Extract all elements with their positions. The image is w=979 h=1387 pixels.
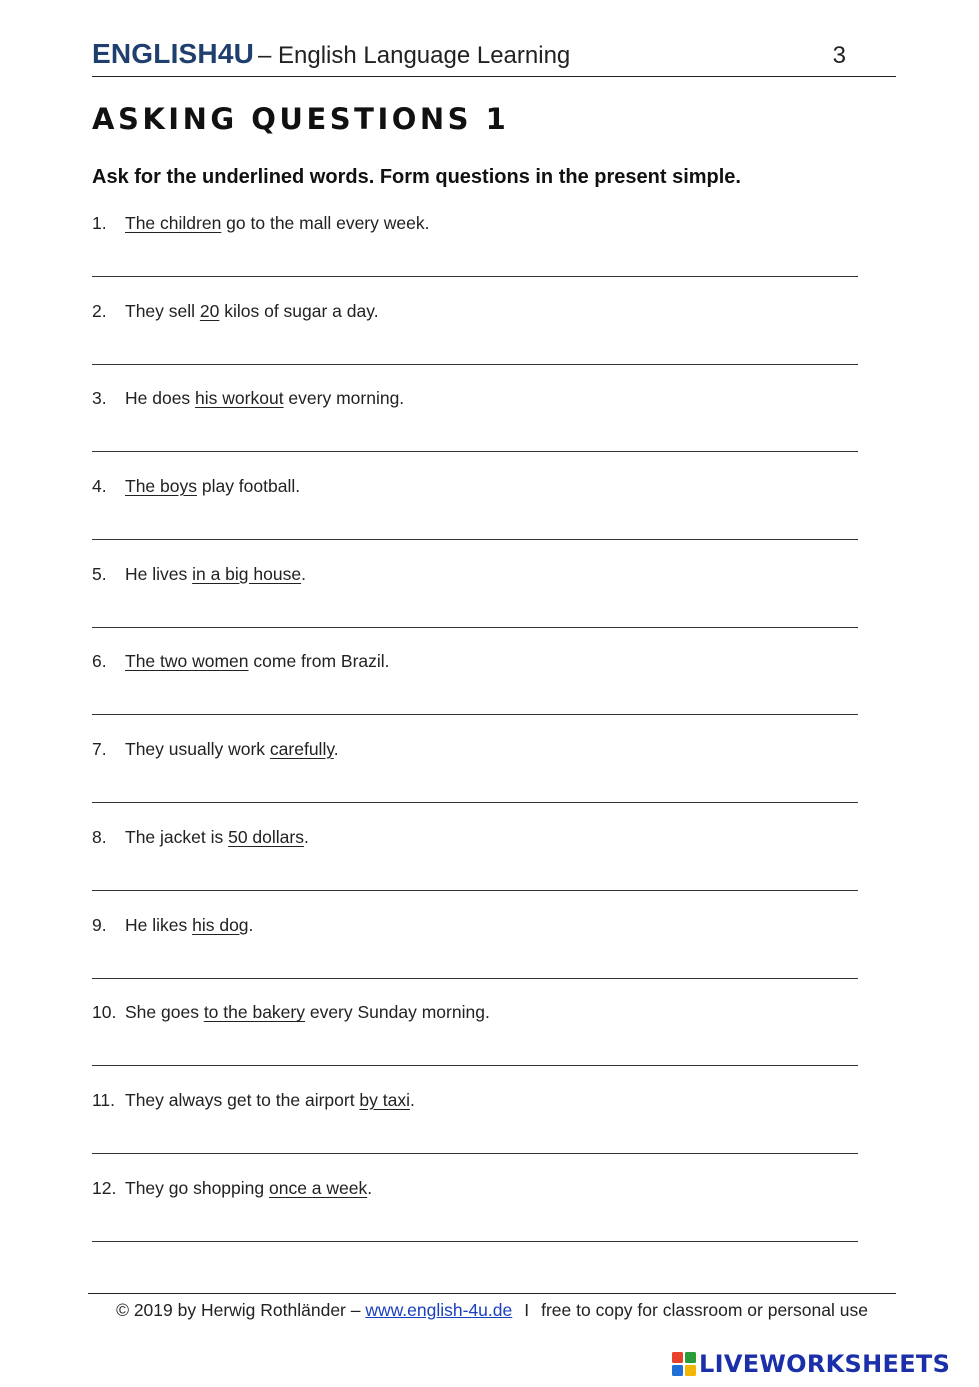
- question-sentence: [92, 1090, 415, 1111]
- sentence-after: .: [304, 826, 309, 847]
- answer-line[interactable]: [92, 1241, 858, 1242]
- sentence-before: They always get to the airport: [125, 1089, 360, 1110]
- question-number: 1.: [92, 213, 107, 233]
- question-sentence: [92, 564, 306, 585]
- answer-line[interactable]: [92, 627, 858, 628]
- question-item: [92, 1090, 858, 1178]
- question-sentence: [92, 388, 404, 409]
- underlined-words: his workout: [195, 388, 284, 409]
- question-sentence: [92, 739, 339, 760]
- underlined-words: 50 dollars: [228, 826, 304, 847]
- sentence-after: come from Brazil.: [248, 651, 390, 672]
- question-sentence: [92, 1002, 490, 1023]
- sentence-after: play football.: [196, 476, 301, 497]
- question-sentence: [92, 1178, 372, 1199]
- sentence-after: kilos of sugar a day.: [219, 300, 379, 321]
- watermark-text: LIVEWORKSHEETS: [699, 1350, 951, 1378]
- question-number: 2.: [92, 300, 107, 321]
- sentence-before: They usually work: [125, 739, 270, 760]
- question-sentence: [92, 213, 429, 234]
- question-number: 10.: [92, 1002, 117, 1023]
- underlined-words: The boys: [125, 476, 197, 497]
- question-item: [92, 827, 858, 915]
- sentence-before: He lives: [125, 563, 193, 584]
- copyright-text: © 2019 by Herwig Rothländer –: [116, 1300, 366, 1320]
- question-number: 3.: [92, 388, 107, 409]
- page-number: 3: [832, 42, 846, 69]
- page-footer: [88, 1293, 896, 1321]
- question-number: 7.: [92, 739, 107, 760]
- question-sentence: [92, 301, 379, 322]
- page-header: [92, 38, 896, 77]
- question-item: [92, 1002, 858, 1090]
- underlined-words: his dog: [192, 914, 249, 935]
- question-item: [92, 301, 858, 389]
- sentence-before: She goes: [125, 1002, 204, 1023]
- underlined-words: The children: [125, 213, 222, 233]
- question-sentence: [92, 827, 309, 848]
- question-sentence: [92, 651, 390, 672]
- liveworksheets-logo-icon: [672, 1352, 696, 1376]
- question-number: 11.: [92, 1089, 116, 1110]
- sentence-after: every Sunday morning.: [304, 1002, 490, 1023]
- answer-line[interactable]: [92, 451, 858, 452]
- answer-line[interactable]: [92, 890, 858, 891]
- brand-subtitle: – English Language Learning: [258, 42, 571, 69]
- sentence-after: go to the mall every week.: [221, 213, 430, 233]
- worksheet-title: ASKING QUESTIONS 1: [92, 102, 510, 136]
- answer-line[interactable]: [92, 1153, 858, 1154]
- sentence-after: every morning.: [283, 388, 405, 409]
- question-number: 4.: [92, 476, 107, 497]
- underlined-words: by taxi: [359, 1089, 410, 1110]
- answer-line[interactable]: [92, 1065, 858, 1066]
- answer-line[interactable]: [92, 802, 858, 803]
- question-number: 6.: [92, 651, 107, 672]
- question-item: [92, 388, 858, 476]
- question-number: 12.: [92, 1177, 117, 1198]
- sentence-before: They go shopping: [125, 1177, 269, 1198]
- answer-line[interactable]: [92, 276, 858, 277]
- question-item: [92, 1178, 858, 1266]
- underlined-words: The two women: [125, 651, 249, 672]
- website-link[interactable]: www.english-4u.de: [365, 1300, 513, 1320]
- underlined-words: 20: [199, 300, 220, 321]
- sentence-after: .: [248, 914, 254, 935]
- question-item: [92, 564, 858, 652]
- sentence-before: He does: [125, 388, 196, 409]
- sentence-after: .: [367, 1177, 373, 1198]
- liveworksheets-watermark: [672, 1350, 950, 1378]
- underlined-words: carefully: [269, 739, 334, 760]
- underlined-words: in a big house: [192, 563, 302, 584]
- usage-note: free to copy for classroom or personal use: [541, 1300, 868, 1320]
- question-number: 8.: [92, 826, 107, 847]
- question-number: 9.: [92, 914, 107, 935]
- question-item: [92, 213, 858, 301]
- footer-separator: I: [524, 1300, 530, 1320]
- sentence-before: He likes: [125, 914, 193, 935]
- question-item: [92, 915, 858, 1003]
- answer-line[interactable]: [92, 978, 858, 979]
- answer-line[interactable]: [92, 714, 858, 715]
- question-item: [92, 739, 858, 827]
- sentence-before: They sell: [125, 300, 200, 321]
- question-sentence: [92, 476, 300, 497]
- question-sentence: [92, 915, 253, 936]
- answer-line[interactable]: [92, 539, 858, 540]
- question-list: [92, 213, 858, 1265]
- underlined-words: to the bakery: [203, 1002, 305, 1023]
- underlined-words: once a week: [269, 1177, 368, 1198]
- answer-line[interactable]: [92, 364, 858, 365]
- question-number: 5.: [92, 563, 107, 584]
- sentence-before: The jacket is: [125, 826, 229, 847]
- brand-name: ENGLISH4U: [92, 38, 255, 69]
- sentence-after: .: [301, 563, 306, 584]
- instructions: Ask for the underlined words. Form questions in the present simple.: [92, 166, 741, 188]
- question-item: [92, 476, 858, 564]
- sentence-after: .: [410, 1089, 415, 1110]
- question-item: [92, 651, 858, 739]
- sentence-after: .: [333, 739, 339, 760]
